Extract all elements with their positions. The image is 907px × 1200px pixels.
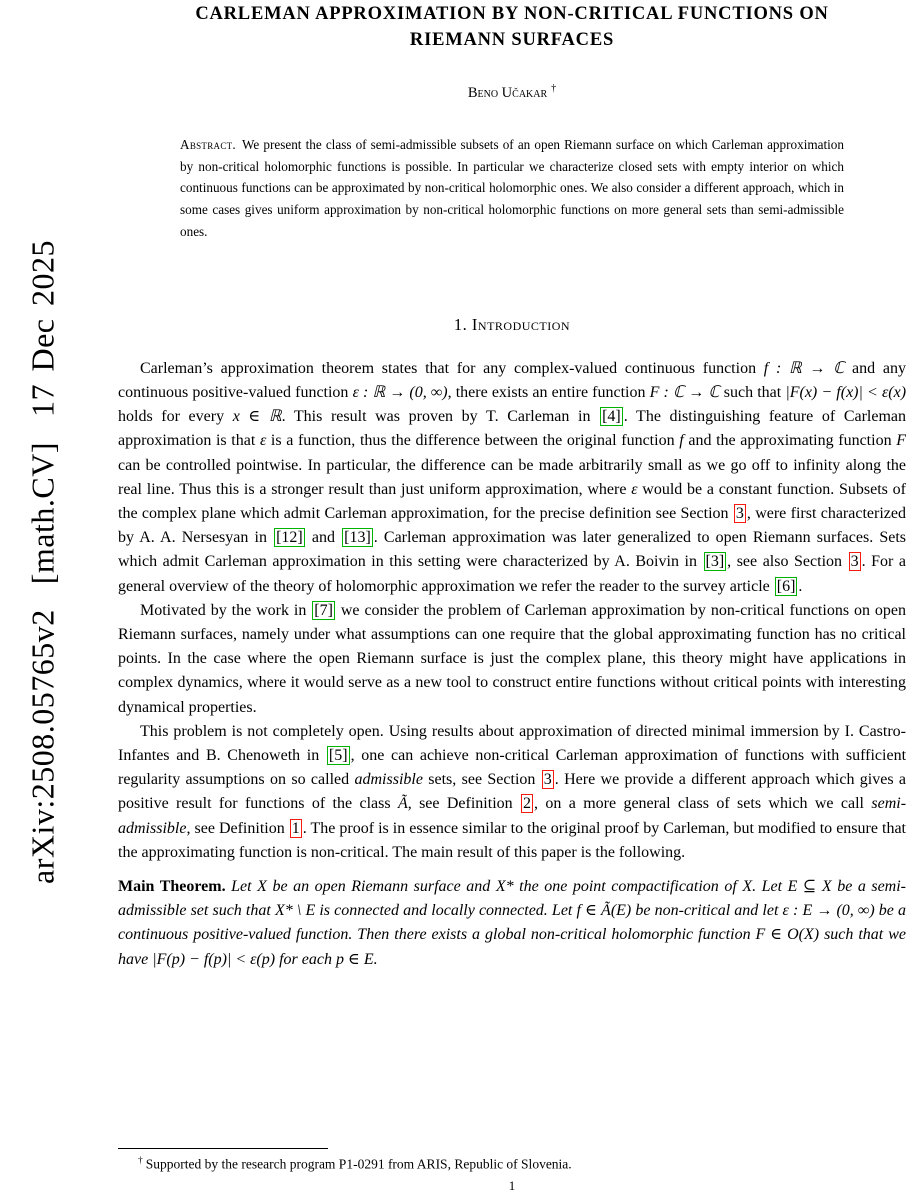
main-theorem: Main Theorem. Let X be an open Riemann surface and X* the one point compactification of X. Let E ⊆ X be a semi-admissible set such that X* \ E is connected and locally connected. Let f ∈ Ã(E) be non-critical and let ε : E → (0, ∞) be a continuous positive-valued function. Then there exists a global non-critical holomorphic function F ∈ O(X) such that we have |F(p) − f(p)| < ε(p) for each p ∈ E. [118, 878, 907, 968]
inline-math: |F(x) − f(x)| < ε(x) [785, 384, 907, 402]
author-name: Beno Učakar [467, 84, 548, 101]
inline-math: F [896, 432, 907, 450]
reference-link[interactable]: 3 [735, 505, 744, 523]
citation-link[interactable]: [5] [328, 747, 348, 765]
italic-text: admissible [354, 771, 423, 789]
reference-link[interactable]: 3 [543, 771, 552, 789]
inline-math: f [679, 432, 684, 450]
page-number: 1 [508, 1178, 516, 1193]
inline-math: F : ℂ → ℂ [649, 384, 720, 402]
abstract-text: We present the class of semi-admissible subsets of an open Riemann surface on which Carleman approximation by non-critical holomorphic functions is possible. In particular we characterize closed sets with empty interior on which continuous functions can be approximated by non-critical holomorphic ones. We also consider a different approach, which in some cases gives uniform approximation by non-critical holomorphic functions on more general sets than semi-admissible ones. [180, 136, 844, 240]
inline-math: Ã [397, 795, 408, 813]
inline-math: f ∈ Ã(E) [576, 902, 632, 920]
inline-math: ε : E → (0, ∞) [782, 902, 875, 920]
abstract [118, 134, 906, 243]
citation-link[interactable]: [3] [705, 553, 725, 571]
inline-math: |F(p) − f(p)| < ε(p) [152, 950, 276, 968]
inline-math: X* [495, 878, 514, 896]
section-heading: 1. Introduction [453, 314, 571, 334]
citation-link[interactable]: [4] [602, 408, 621, 426]
paper-title-line1: CARLEMAN APPROXIMATION BY NON-CRITICAL FUNCTIONS ON [195, 4, 829, 24]
footnote-body: Supported by the research program P1-0291 from ARIS, Republic of Slovenia. [145, 1156, 572, 1172]
footnote-marker: † [138, 1156, 143, 1166]
inline-math: ε [259, 432, 267, 450]
body-paragraphs [118, 357, 906, 865]
bold-text: Main Theorem. [118, 878, 226, 896]
inline-math: ε : ℝ → (0, ∞) [352, 384, 448, 402]
citation-link[interactable]: [12] [276, 529, 303, 547]
citation-link[interactable]: [13] [344, 529, 371, 547]
inline-math: E ⊆ X [787, 878, 832, 896]
inline-math: F ∈ O(X) [755, 926, 820, 944]
abstract-label: Abstract. [180, 136, 237, 152]
reference-link[interactable]: 3 [850, 553, 859, 571]
author-line [118, 83, 906, 102]
arxiv-watermark: arXiv:2508.05765v2 [math.CV] 17 Dec 2025 [24, 239, 61, 885]
paper-title-line2: RIEMANN SURFACES [409, 29, 615, 50]
content-column [118, 0, 906, 988]
footnote-rule [118, 1148, 328, 1149]
paper-title [118, 2, 906, 53]
citation-link[interactable]: [6] [776, 577, 796, 595]
italic-text: semi-admissible [118, 795, 907, 837]
paragraph: Motivated by the work in [7] we consider the problem of Carleman approximation by non-critical functions on open Riemann surfaces, namely under what assumptions can one require that the global approximating function has no critical points. In the case where the open Riemann surface is just the complex plane, this theory might have applications in complex dynamics, where it would serve as a new tool to construct entire functions without critical points with interesting dynamical properties. [118, 601, 907, 716]
paragraph: This problem is not completely open. Using results about approximation of directed minimal immersion by I. Castro-Infantes and B. Chenoweth in [5] , one can achieve non-critical Carleman approximation of functions with sufficient regularity assumptions on so called admissible sets, see Section 3 . Here we provide a different approach which gives a positive result for functions of the class Ã, see Definition 2 , on a more general class of sets which we call semi-admissible, see Definition 1 . The proof is in essence similar to the original proof by Carleman, but modified to ensure that the approximating function is non-critical. The main result of this paper is the following. [118, 722, 907, 861]
citation-link[interactable]: [7] [314, 601, 333, 619]
reference-link[interactable]: 2 [523, 795, 532, 813]
inline-math: X [257, 878, 267, 896]
footnote-text [118, 1156, 906, 1173]
author-dagger: † [551, 83, 557, 94]
paragraph: Carleman’s approximation theorem states that for any complex-valued continuous function f : ℝ → ℂ and any continuous positive-valued function ε : ℝ → (0, ∞), there exists an entire function F : ℂ → ℂ such that |F(x) − f(x)| < ε(x) holds for every x ∈ ℝ. This result was proven by T. Carleman in [4] . The distinguishing feature of Carleman approximation is that ε is a function, thus the difference between the original function f and the approximating function F can be controlled pointwise. In particular, the difference can be made arbitrarily small as we go off to infinity along the real line. Thus this is a stronger result than just uniform approximation, where ε would be a constant function. Subsets of the complex plane which admit Carleman approximation, for the precise definition see Section 3 , were first characterized by A. A. Nersesyan in [12] and [13] . Carleman approximation was later generalized to open Riemann surfaces. Sets which admit Carleman approximation in this setting were characterized by A. Boivin in [3] , see also Section 3 . For a general overview of the theory of holomorphic approximation we refer the reader to the survey article [6] . [118, 359, 907, 595]
footnote-block [118, 1148, 906, 1173]
inline-math: ε [631, 480, 638, 498]
inline-math: p ∈ E [335, 950, 374, 968]
inline-math: f : ℝ → ℂ [763, 359, 845, 377]
reference-link[interactable]: 1 [291, 819, 300, 837]
inline-math: X* \ E [274, 902, 316, 920]
inline-math: x ∈ ℝ [232, 408, 282, 426]
inline-math: X [742, 878, 753, 896]
